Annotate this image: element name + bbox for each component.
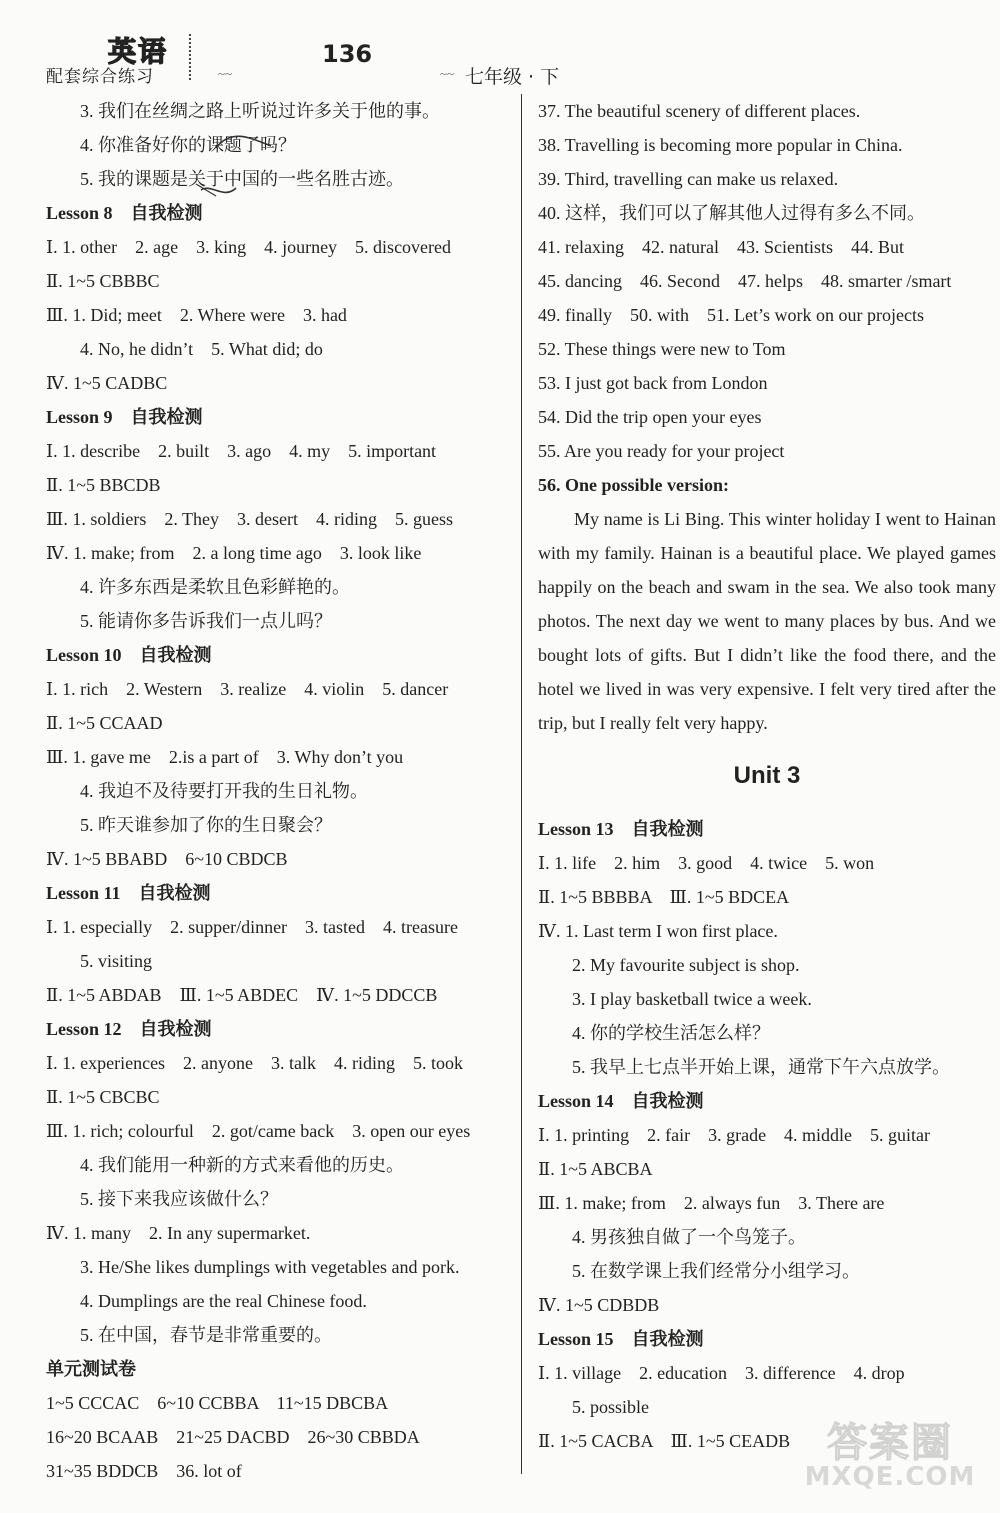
answer-line: 4. Dumplings are the real Chinese food. xyxy=(80,1291,367,1311)
answer-line: 39. Third, travelling can make us relaxed. xyxy=(538,169,839,189)
answer-line: 3. 我们在丝绸之路上听说过许多关于他的事。 xyxy=(80,101,440,121)
answer-line: Ⅳ. 1. many 2. In any supermarket. xyxy=(46,1223,311,1243)
answer-line: 5. 我早上七点半开始上课，通常下午六点放学。 xyxy=(572,1057,950,1077)
answer-line: 31~35 BDDCB 36. lot of xyxy=(46,1461,242,1481)
section-heading: 单元测试卷 xyxy=(46,1359,136,1379)
book-subtitle: 配套综合练习 xyxy=(46,67,154,87)
answer-line: Ⅲ. 1. make; from 2. always fun 3. There are xyxy=(538,1193,885,1213)
answer-line: 5. 我的课题是关于中国的一些名胜古迹。 xyxy=(80,169,404,189)
column-divider xyxy=(521,94,522,1474)
answer-line: 5. 接下来我应该做什么？ xyxy=(80,1189,278,1209)
answer-line: 53. I just got back from London xyxy=(538,373,768,393)
section-heading: Lesson 12 自我检测 xyxy=(46,1019,212,1039)
answer-line: Ⅳ. 1~5 CDBDB xyxy=(538,1295,660,1315)
answer-line: Ⅱ. 1~5 ABDAB Ⅲ. 1~5 ABDEC Ⅳ. 1~5 DDCCB xyxy=(46,985,438,1005)
answer-line: 3. He/She likes dumplings with vegetables and pork. xyxy=(80,1257,460,1277)
answer-line: Ⅲ. 1. gave me 2.is a part of 3. Why don’t you xyxy=(46,747,404,767)
answer-line: 4. 你的学校生活怎么样？ xyxy=(572,1023,770,1043)
watermark-logo-text: 答案圈 xyxy=(827,1420,953,1466)
answer-line: Ⅰ. 1. village 2. education 3. difference 4. drop xyxy=(538,1363,905,1383)
answer-line: Ⅳ. 1~5 BBABD 6~10 CBDCB xyxy=(46,849,288,869)
answer-line: 1~5 CCCAC 6~10 CCBBA 11~15 DBCBA xyxy=(46,1393,389,1413)
answer-line: 4. 你准备好你的课题了吗？ xyxy=(80,135,296,155)
answer-line: Ⅱ. 1~5 CACBA Ⅲ. 1~5 CEADB xyxy=(538,1431,791,1451)
answer-line: Ⅱ. 1~5 CCAAD xyxy=(46,713,163,733)
answer-line: Ⅱ. 1~5 BBCDB xyxy=(46,475,161,495)
watermark-url: MXQE.COM xyxy=(804,1462,976,1492)
section-heading: Lesson 9 自我检测 xyxy=(46,407,203,427)
answer-line: Ⅱ. 1~5 CBBBC xyxy=(46,271,160,291)
answer-line: 52. These things were new to Tom xyxy=(538,339,786,359)
answer-line: 49. finally 50. with 51. Let’s work on our projects xyxy=(538,305,924,325)
subject-logo: 英语 xyxy=(108,35,169,68)
answer-line: 2. My favourite subject is shop. xyxy=(572,955,800,975)
site-watermark xyxy=(790,1411,990,1499)
answer-line: 4. 许多东西是柔软且色彩鲜艳的。 xyxy=(80,577,350,597)
answer-line: 4. 我们能用一种新的方式来看他的历史。 xyxy=(80,1155,404,1175)
answer-line: Ⅰ. 1. describe 2. built 3. ago 4. my 5. important xyxy=(46,441,437,461)
answer-line: Ⅰ. 1. other 2. age 3. king 4. journey 5. discovered xyxy=(46,237,452,257)
answer-line: Ⅰ. 1. especially 2. supper/dinner 3. tasted 4. treasure xyxy=(46,917,458,937)
answer-line: 5. 在中国，春节是非常重要的。 xyxy=(80,1325,332,1345)
section-heading: Lesson 8 自我检测 xyxy=(46,203,203,223)
answer-line: 4. 男孩独自做了一个鸟笼子。 xyxy=(572,1227,806,1247)
right-column xyxy=(538,94,996,1458)
header-ornament-right: ~~ xyxy=(440,66,455,81)
answers-37-56 xyxy=(538,94,996,502)
answer-line: 3. I play basketball twice a week. xyxy=(572,989,812,1009)
page-header xyxy=(0,0,1000,92)
header-separator xyxy=(189,34,191,80)
answer-line: 5. 在数学课上我们经常分小组学习。 xyxy=(572,1261,860,1281)
answer-line: Ⅳ. 1. make; from 2. a long time ago 3. look like xyxy=(46,543,422,563)
answer-line: Ⅰ. 1. life 2. him 3. good 4. twice 5. won xyxy=(538,853,875,873)
answer-line: 5. 能请你多告诉我们一点儿吗？ xyxy=(80,611,332,631)
grade-label: 七年级 · 下 xyxy=(465,66,560,88)
section-heading: Lesson 14 自我检测 xyxy=(538,1091,704,1111)
page-number: 136 xyxy=(322,40,373,68)
essay-paragraph: My name is Li Bing. This winter holiday I went to Hainan with my family. Hainan is a beautiful place. We played games happily on the beach and swam in the sea. We also took many photos. The next day we went to many places by bus. And we bought lots of gifts. But I didn’t like the food there, and the hotel we lived in was very expensive. I felt very tired after the trip, but I really felt very happy. xyxy=(538,509,996,733)
unit3-answers xyxy=(538,812,996,1458)
section-heading: Lesson 11 自我检测 xyxy=(46,883,211,903)
answer-line: 55. Are you ready for your project xyxy=(538,441,785,461)
section-heading: Lesson 15 自我检测 xyxy=(538,1329,704,1349)
answer-line: Ⅲ. 1. rich; colourful 2. got/came back 3. open our eyes xyxy=(46,1121,471,1141)
answer-line: 54. Did the trip open your eyes xyxy=(538,407,762,427)
answer-line: Ⅰ. 1. printing 2. fair 3. grade 4. middle 5. guitar xyxy=(538,1125,931,1145)
answer-line: Ⅲ. 1. Did; meet 2. Where were 3. had xyxy=(46,305,347,325)
answer-line: Ⅲ. 1. soldiers 2. They 3. desert 4. riding 5. guess xyxy=(46,509,453,529)
answer-line: 5. 昨天谁参加了你的生日聚会？ xyxy=(80,815,332,835)
answer-line: Ⅳ. 1~5 CADBC xyxy=(46,373,168,393)
answer-line: 4. No, he didn’t 5. What did; do xyxy=(80,339,323,359)
section-heading: Lesson 13 自我检测 xyxy=(538,819,704,839)
answer-line: Ⅰ. 1. rich 2. Western 3. realize 4. violin 5. dancer xyxy=(46,679,449,699)
answer-line: 4. 我迫不及待要打开我的生日礼物。 xyxy=(80,781,368,801)
unit-heading: Unit 3 xyxy=(733,762,801,789)
answer-line: 56. One possible version: xyxy=(538,475,730,495)
answer-line: 37. The beautiful scenery of different places. xyxy=(538,101,861,121)
answer-line: 41. relaxing 42. natural 43. Scientists 44. But xyxy=(538,237,904,257)
answer-line: Ⅰ. 1. experiences 2. anyone 3. talk 4. riding 5. took xyxy=(46,1053,464,1073)
answer-line: Ⅳ. 1. Last term I won first place. xyxy=(538,921,778,941)
answer-line: Ⅱ. 1~5 CBCBC xyxy=(46,1087,160,1107)
answer-line: 5. visiting xyxy=(80,951,153,971)
answer-line: 16~20 BCAAB 21~25 DACBD 26~30 CBBDA xyxy=(46,1427,420,1447)
answer-line: 5. possible xyxy=(572,1397,650,1417)
answer-line: 45. dancing 46. Second 47. helps 48. smarter /smart xyxy=(538,271,952,291)
answer-line: 40. 这样，我们可以了解其他人过得有多么不同。 xyxy=(538,203,925,223)
left-column xyxy=(46,94,516,1488)
section-heading: Lesson 10 自我检测 xyxy=(46,645,212,665)
answer-line: Ⅱ. 1~5 ABCBA xyxy=(538,1159,653,1179)
answer-line: 38. Travelling is becoming more popular in China. xyxy=(538,135,903,155)
header-ornament-left: ~~ xyxy=(218,66,233,81)
answer-line: Ⅱ. 1~5 BBBBA Ⅲ. 1~5 BDCEA xyxy=(538,887,790,907)
